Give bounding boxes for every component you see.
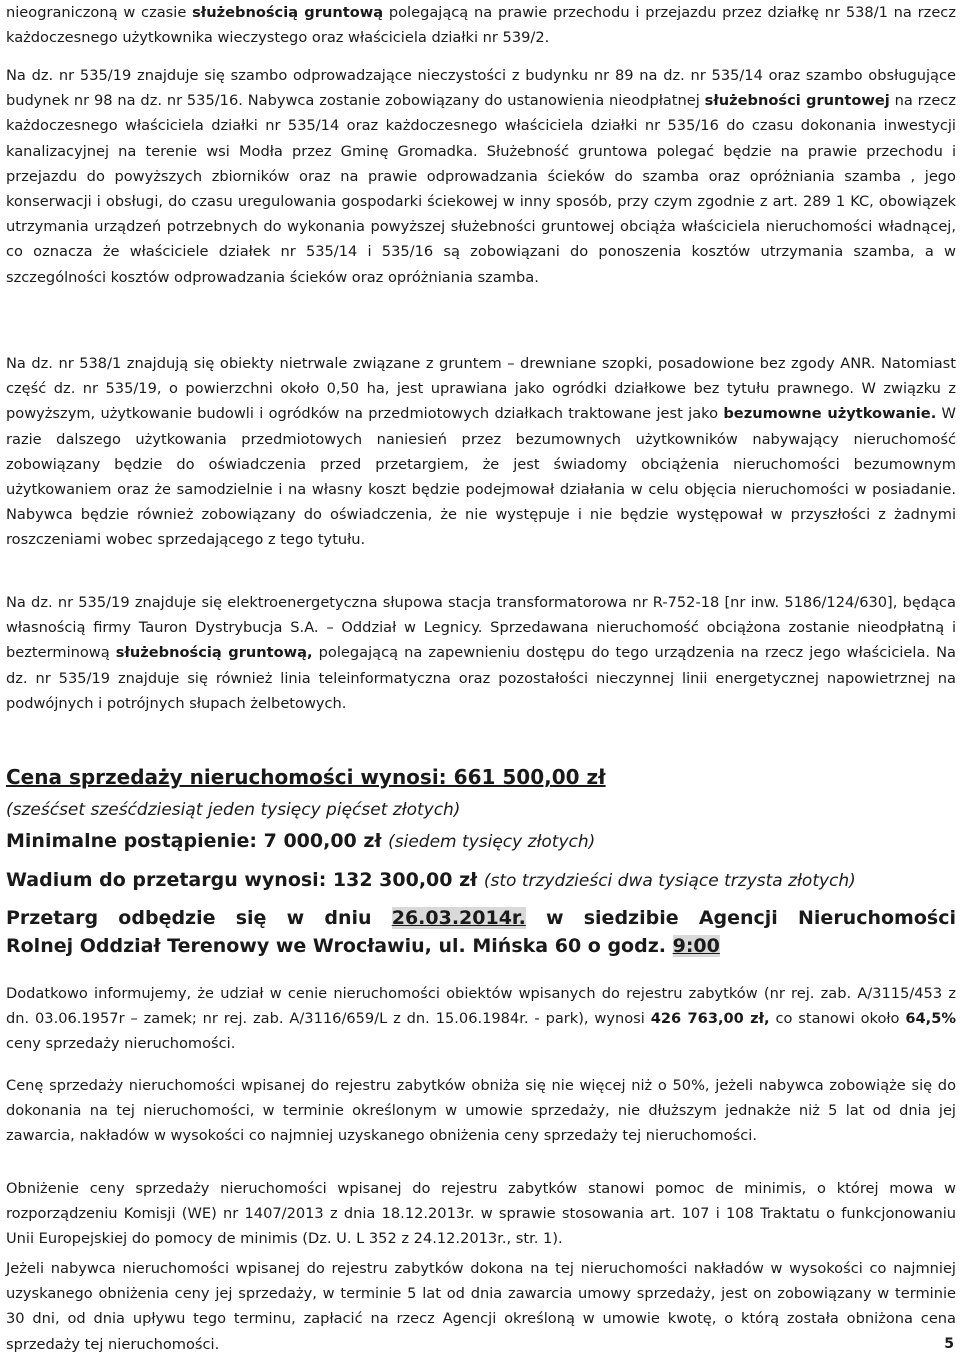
text: Dodatkowo informujemy, że udział w cenie nieruchomości obiektów wpisanych do rejestru zabytków (nr rej. zab. A/3115/453 z dn. 03.06.1957r – zamek; nr rej. zab. A/3116/659/L z dn. 15.06.1984r. - park), wynosi	[6, 985, 956, 1028]
paragraph-de-minimis: Obniżenie ceny sprzedaży nieruchomości wpisanej do rejestru zabytków stanowi pomoc de minimis, o której mowa w rozporządzeniu Komisji (WE) nr 1407/2013 z dnia 18.12.2013r. w sprawie stosowania art. 107 i 108 Traktatu o funkcjonowaniu Unii Europejskiej do pomocy de minimis (Dz. U. L 352 z 24.12.2013r., str. 1).	[6, 1180, 956, 1248]
auction-time: 9:00	[672, 935, 720, 957]
bold-percent: 64,5%	[905, 1010, 957, 1028]
deposit-label: Wadium do przetargu wynosi: 132 300,00 zł	[6, 869, 478, 891]
paragraph-price-reduction: Cenę sprzedaży nieruchomości wpisanej do rejestru zabytków obniża się nie więcej niż o 50%, jeżeli nabywca zobowiąże się do dokonania na tej nieruchomości, w terminie określonym w umowie sprzedaży, nie dłuższym jednakże niż 5 lat od dnia jej zawarcia, nakładów w wysokości co najmniej uzyskanego obniżenia ceny sprzedaży tej nieruchomości.	[6, 1077, 956, 1145]
bold-text: służebnością gruntową,	[115, 644, 313, 662]
text: polegającą na prawie przechodu i przejazdu przez działkę nr 538/1 na rzecz każdoczesnego użytkownika wieczystego oraz właściciela działki nr 539/2.	[6, 4, 956, 47]
paragraph-monuments-share	[6, 981, 956, 1057]
bold-text: służebnością gruntową	[192, 4, 384, 21]
text: na rzecz każdoczesnego właściciela działki nr 535/14 oraz każdoczesnego właściciela działki nr 535/16 do czasu dokonania inwestycji kanalizacyjnej na terenie wsi Modła przez Gminę Gromadka. Służebność gruntowa polegać będzie na prawie przechodu i przejazdu do powyższych zbiorników oraz na prawie odprowadzania ścieków do szamba oraz opróżniania szamba , jego konserwacji i obsługi, do czasu uregulowania gospodarki ściekowej w inny sposób, przy czym zgodnie z art. 289 1 KC, obowiązek utrzymania urządzeń potrzebnych do wykonania powyższej służebności gruntowej obciąża właściciela nieruchomości władnącej, co oznacza że właściciele działek nr 535/14 i 535/16 są zobowiązani do ponoszenia kosztów utrzymania szamba, a w szczególności kosztów odprowadzania ścieków oraz opróżniania szamba.	[6, 92, 956, 286]
minimum-bid-label: Minimalne postąpienie: 7 000,00 zł	[6, 830, 382, 852]
text: Na dz. nr 538/1 znajdują się obiekty nietrwale związane z gruntem – drewniane szopki, posadowione bez zgody ANR. Natomiast część dz. nr 535/19, o powierzchni około 0,50 ha, jest uprawiana jako ogródki działkowe bez tytułu prawnego. W związku z powyższym, użytkowanie budowli i ogródków na przedmiotowych działkach traktowane jest jako	[6, 355, 956, 423]
text: ceny sprzedaży nieruchomości.	[6, 1035, 236, 1053]
auction-line-2	[6, 933, 956, 960]
paragraph-transformer-station	[6, 590, 956, 716]
deposit-words: (sto trzydzieści dwa tysiące trzysta złotych)	[483, 871, 856, 891]
sale-price-words: (sześćset sześćdziesiąt jeden tysięcy pięćset złotych)	[6, 800, 461, 820]
text: nieograniczoną w czasie	[6, 4, 193, 21]
auction-place: w siedzibie Agencji Nieruchomości	[525, 907, 956, 929]
auction-line-1	[6, 905, 956, 932]
page-number: 5	[944, 1336, 954, 1352]
minimum-bid	[6, 828, 956, 856]
text: co stanowi około	[769, 1010, 906, 1028]
text: polegającą na zapewnieniu dostępu do tego urządzenia na rzecz jego właściciela. Na dz. nr 535/19 znajduje się również linia teleinformatyczna oraz pozostałości nieczynnej linii energetycznej napowietrznej na podwójnych i potrójnych słupach żelbetowych.	[6, 644, 956, 712]
text: Na dz. nr 535/19 znajduje się elektroenergetyczna słupowa stacja transformatorowa nr R-752-18 [nr inw. 5186/124/630], będąca własnością firmy Tauron Dystrybucja S.A. – Oddział w Legnicy. Sprzedawana nieruchomość obciążona zostanie nieodpłatną i bezterminową	[6, 594, 956, 662]
bold-text: służebności gruntowej	[704, 92, 890, 110]
sale-price	[6, 764, 956, 791]
paragraph-non-contractual-use	[6, 351, 956, 553]
bold-text: bezumowne użytkowanie.	[723, 405, 937, 423]
deposit	[6, 867, 956, 895]
sale-price-label: Cena sprzedaży nieruchomości wynosi: 661 500,00 zł	[6, 765, 606, 789]
auction-date: 26.03.2014r.	[391, 907, 526, 929]
paragraph-repayment: Jeżeli nabywca nieruchomości wpisanej do rejestru zabytków dokona na tej nieruchomości nakładów w wysokości co najmniej uzyskanego obniżenia ceny jej sprzedaży, w terminie 5 lat od dnia zawarcia umowy sprzedaży, jest on zobowiązany w terminie 30 dni, od dnia upływu tego terminu, zapłacić na rzecz Agencji określoną w umowie kwotę, o którą została obniżona cena sprzedaży tej nieruchomości.	[6, 1260, 956, 1353]
minimum-bid-words: (siedem tysięcy złotych)	[388, 832, 596, 852]
text: W razie dalszego użytkowania przedmiotowych naniesień przez bezumownych użytkowników nabywający nieruchomość zobowiązany będzie do oświadczenia przed przetargiem, że jest świadomy obciążenia nieruchomości bezumownym użytkowaniem oraz że samodzielnie i na własny koszt będzie podejmował działania w celu objęcia nieruchomości w posiadanie. Nabywca będzie również zobowiązany do oświadczenia, że nie występuje i nie będzie występował w przyszłości z żadnymi roszczeniami wobec sprzedającego z tego tytułu.	[6, 405, 956, 549]
paragraph-easement-538	[6, 0, 956, 50]
text: Na dz. nr 535/19 znajduje się szambo odprowadzające nieczystości z budynku nr 89 na dz. nr 535/14 oraz szambo obsługujące budynek nr 98 na dz. nr 535/16. Nabywca zostanie zobowiązany do ustanowienia nieodpłatnej	[6, 67, 956, 110]
auction-address: Rolnej Oddział Terenowy we Wrocławiu, ul. Mińska 60 o godz.	[6, 935, 673, 957]
bold-amount: 426 763,00 zł,	[650, 1010, 770, 1028]
auction-text: Przetarg odbędzie się w dniu	[6, 907, 392, 929]
paragraph-septic-tank	[6, 63, 956, 290]
